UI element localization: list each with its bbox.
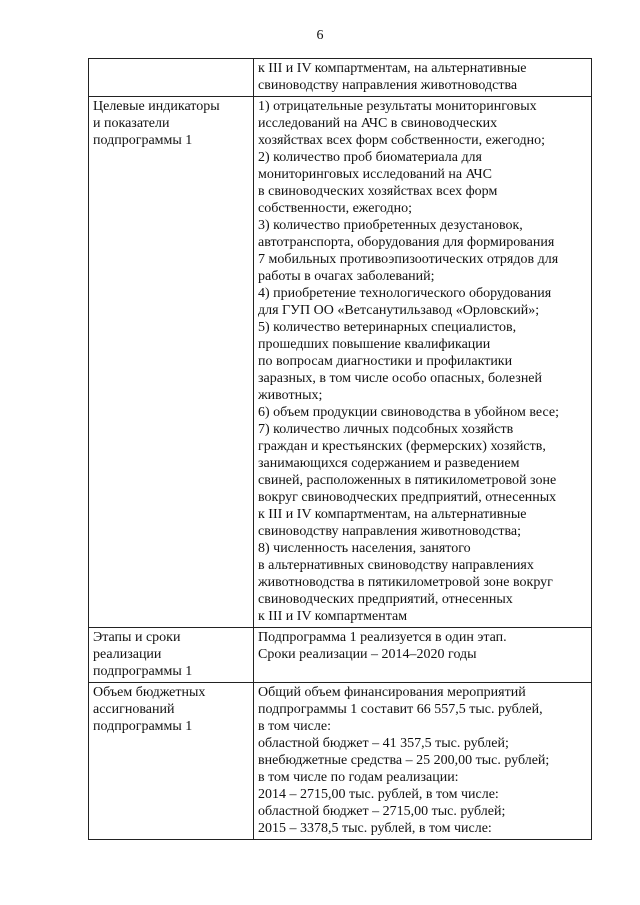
table-row	[89, 97, 592, 628]
text-line: в том числе по годам реализации:	[258, 770, 459, 785]
text-line: занимающихся содержанием и разведением	[258, 456, 520, 471]
text-line: 2) количество проб биоматериала для	[258, 150, 482, 165]
text-line: 8) численность населения, занятого	[258, 541, 471, 556]
text-line: автотранспорта, оборудования для формирования	[258, 235, 555, 250]
text-line: свиноводству направления животноводства;	[258, 524, 521, 539]
row-label-cell	[89, 628, 254, 683]
text-line: к III и IV компартментам	[258, 609, 408, 624]
text-line: 2015 – 3378,5 тыс. рублей, в том числе:	[258, 821, 492, 836]
row-content-cell	[254, 97, 592, 628]
text-line: собственности, ежегодно;	[258, 201, 412, 216]
label-line: ассигнований	[93, 702, 175, 717]
text-line: 2014 – 2715,00 тыс. рублей, в том числе:	[258, 787, 499, 802]
text-line: свиней, расположенных в пятикилометровой зоне	[258, 473, 557, 488]
text-line: Общий объем финансирования мероприятий	[258, 685, 526, 700]
text-line: в том числе:	[258, 719, 331, 734]
text-line: заразных, в том числе особо опасных, болезней	[258, 371, 543, 386]
text-line: животноводства в пятикилометровой зоне вокруг	[258, 575, 553, 590]
text-line: 5) количество ветеринарных специалистов,	[258, 320, 517, 335]
table-row	[89, 59, 592, 97]
text-line: подпрограммы 1 составит 66 557,5 тыс. рублей,	[258, 702, 543, 717]
row-label-cell	[89, 683, 254, 840]
label-line: подпрограммы 1	[93, 133, 193, 148]
label-line: реализации	[93, 647, 162, 662]
row-label-cell	[89, 97, 254, 628]
text-line: к III и IV компартментам, на альтернативные	[258, 61, 527, 76]
text-line: свиноводческих предприятий, отнесенных	[258, 592, 513, 607]
text-line: 7) количество личных подсобных хозяйств	[258, 422, 514, 437]
text-line: к III и IV компартментам, на альтернативные	[258, 507, 527, 522]
text-line: 1) отрицательные результаты мониторинговых	[258, 99, 537, 114]
text-line: хозяйствах всех форм собственности, ежегодно;	[258, 133, 546, 148]
text-line: прошедших повышение квалификации	[258, 337, 491, 352]
text-line: областной бюджет – 2715,00 тыс. рублей;	[258, 804, 506, 819]
text-line: областной бюджет – 41 357,5 тыс. рублей;	[258, 736, 509, 751]
label-line: Этапы и сроки	[93, 630, 181, 645]
text-line: Сроки реализации – 2014–2020 годы	[258, 647, 477, 662]
text-line: 4) приобретение технологического оборудования	[258, 286, 552, 301]
page-number: 6	[316, 28, 324, 43]
text-line: мониторинговых исследований на АЧС	[258, 167, 492, 182]
table-row	[89, 628, 592, 683]
text-line: работы в очагах заболеваний;	[258, 269, 435, 284]
text-line: свиноводству направления животноводства	[258, 78, 518, 93]
passport-table	[88, 58, 592, 840]
row-content-cell	[254, 59, 592, 97]
text-line: Подпрограмма 1 реализуется в один этап.	[258, 630, 507, 645]
label-line: и показатели	[93, 116, 170, 131]
row-content-cell	[254, 683, 592, 840]
text-line: в свиноводческих хозяйствах всех форм	[258, 184, 498, 199]
text-line: животных;	[258, 388, 323, 403]
row-content-cell	[254, 628, 592, 683]
text-line: 3) количество приобретенных дезустановок,	[258, 218, 523, 233]
label-line: подпрограммы 1	[93, 719, 193, 734]
text-line: граждан и крестьянских (фермерских) хозяйств,	[258, 439, 546, 454]
label-line: Объем бюджетных	[93, 685, 206, 700]
row-label-cell	[89, 59, 254, 97]
text-line: 6) объем продукции свиноводства в убойном весе;	[258, 405, 559, 420]
text-line: для ГУП ОО «Ветсанутильзавод «Орловский»;	[258, 303, 540, 318]
table-row	[89, 683, 592, 840]
label-line: Целевые индикаторы	[93, 99, 220, 114]
text-line: в альтернативных свиноводству направлениях	[258, 558, 534, 573]
label-line: подпрограммы 1	[93, 664, 193, 679]
text-line: вокруг свиноводческих предприятий, отнесенных	[258, 490, 557, 505]
text-line: по вопросам диагностики и профилактики	[258, 354, 513, 369]
text-line: исследований на АЧС в свиноводческих	[258, 116, 498, 131]
text-line: внебюджетные средства – 25 200,00 тыс. рублей;	[258, 753, 550, 768]
text-line: 7 мобильных противоэпизоотических отрядов для	[258, 252, 559, 267]
